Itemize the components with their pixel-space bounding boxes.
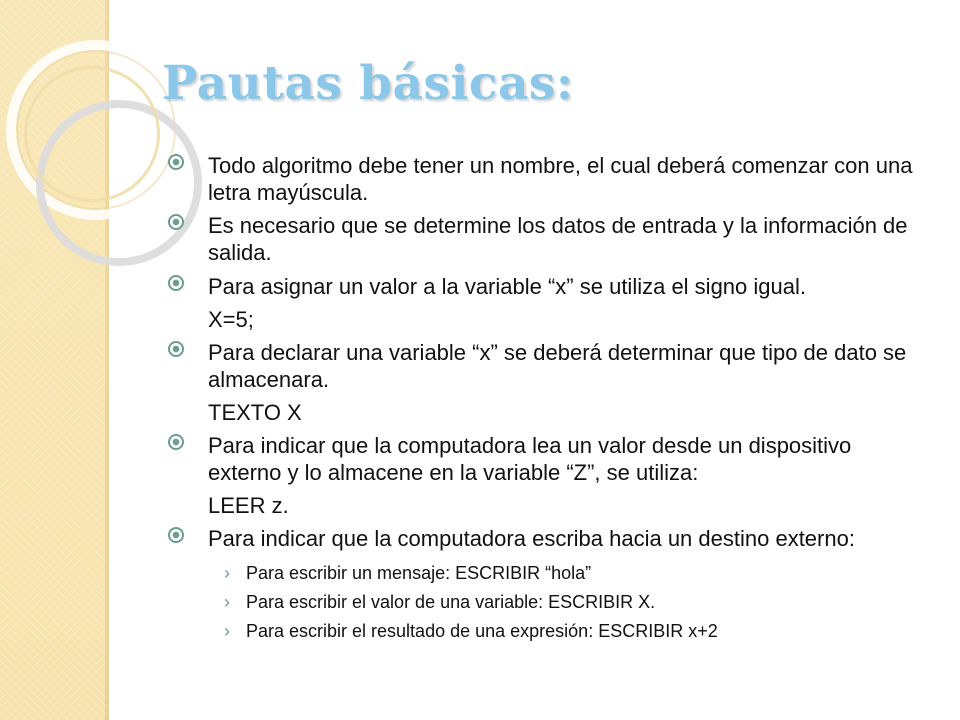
sub-bullet-1 <box>168 560 928 586</box>
circle-bullet-icon <box>168 341 184 357</box>
bullet-3-text: Para asignar un valor a la variable “x” se utiliza el signo igual. <box>208 274 806 299</box>
circle-bullet-icon <box>168 275 184 291</box>
chevron-right-icon: › <box>224 621 230 641</box>
bullet-2-text: Es necesario que se determine los datos de entrada y la información de salida. <box>208 213 908 265</box>
circle-bullet-icon <box>168 527 184 543</box>
sub-bullet-1-text: Para escribir un mensaje: ESCRIBIR “hola” <box>246 563 592 583</box>
circle-bullet-icon <box>168 214 184 230</box>
bullet-4 <box>168 339 928 393</box>
sub-bullet-list <box>168 560 928 644</box>
bullet-2 <box>168 212 928 266</box>
slide-title: Pautas básicas: <box>162 56 574 111</box>
bullet-3 <box>168 273 928 300</box>
bullet-4-code: TEXTO X <box>208 400 302 425</box>
bullet-1 <box>168 152 928 206</box>
sub-bullet-3 <box>168 618 928 644</box>
sub-bullet-2 <box>168 589 928 615</box>
bullet-6-text: Para indicar que la computadora escriba hacia un destino externo: <box>208 526 855 551</box>
slide-content <box>168 152 928 644</box>
bullet-4-text: Para declarar una variable “x” se deberá determinar que tipo de dato se almacenara. <box>208 340 907 392</box>
circle-bullet-icon <box>168 434 184 450</box>
sub-bullet-3-text: Para escribir el resultado de una expresión: ESCRIBIR x+2 <box>246 621 718 641</box>
chevron-right-icon: › <box>224 563 230 583</box>
bullet-5-code: LEER z. <box>208 493 289 518</box>
bullet-5-text: Para indicar que la computadora lea un valor desde un dispositivo externo y lo almacene en la variable “Z”, se utiliza: <box>208 433 852 485</box>
bullet-6 <box>168 525 928 552</box>
bullet-3-code: X=5; <box>208 307 254 332</box>
bullet-5 <box>168 432 928 486</box>
left-decorative-strip <box>0 0 109 720</box>
bullet-1-text: Todo algoritmo debe tener un nombre, el cual deberá comenzar con una letra mayúscula. <box>208 153 913 205</box>
sub-bullet-2-text: Para escribir el valor de una variable: ESCRIBIR X. <box>246 592 656 612</box>
circle-bullet-icon <box>168 154 184 170</box>
chevron-right-icon: › <box>224 592 230 612</box>
